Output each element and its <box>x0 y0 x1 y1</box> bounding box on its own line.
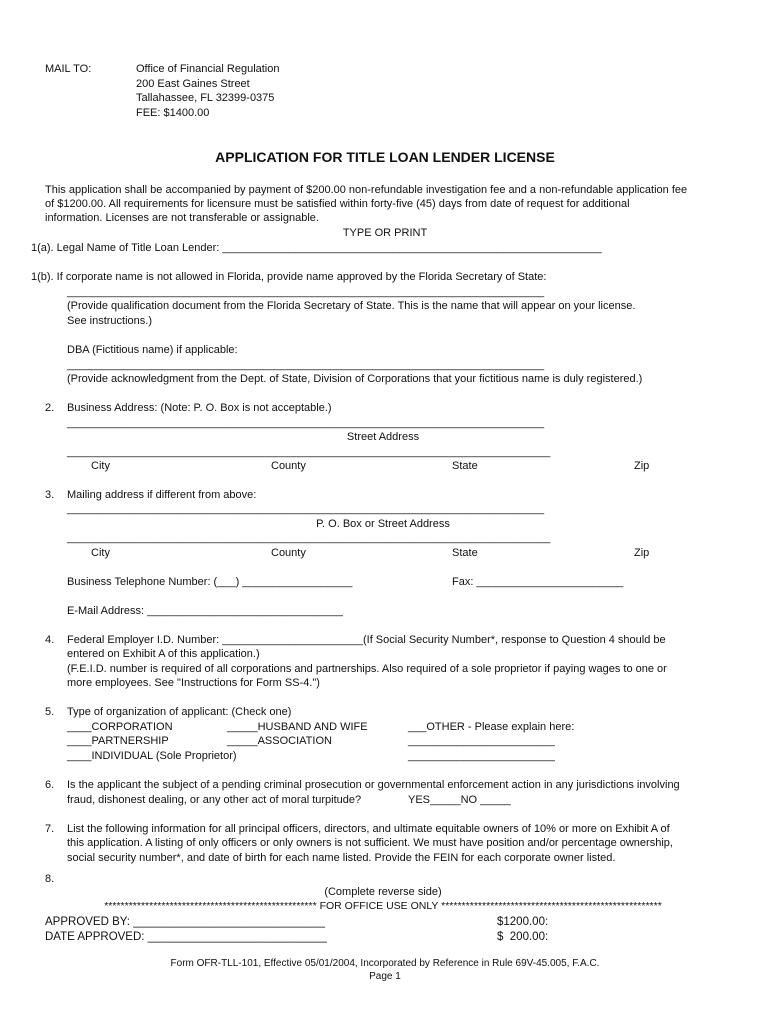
q3-city-label: City <box>91 547 110 559</box>
dba-label: DBA (Fictitious name) if applicable: <box>67 344 238 356</box>
email-field[interactable]: E-Mail Address: ________________________________ <box>67 605 343 617</box>
q2-city-state-field[interactable]: _______________________________________________________________________________ <box>67 446 551 458</box>
feid-field[interactable]: Federal Employer I.D. Number: _______________________(If Social Security Number*, response to Question 4 should be <box>67 634 666 646</box>
q2-street-field[interactable]: ______________________________________________________________________________ <box>67 417 545 429</box>
fee-text: FEE: $1400.00 <box>136 107 210 119</box>
q3-number: 3. <box>45 489 55 501</box>
q2-number: 2. <box>45 402 55 414</box>
q2-state-label: State <box>452 460 478 472</box>
q3-state-label: State <box>452 547 478 559</box>
partnership-checkbox[interactable]: ____PARTNERSHIP <box>67 735 169 747</box>
page-number: Page 1 <box>369 971 401 982</box>
q4-line-4: more employees. See "Instructions for Form SS-4.") <box>67 677 320 689</box>
other-explain-field-1[interactable]: ________________________ <box>408 735 555 747</box>
q8-number: 8. <box>45 873 55 885</box>
q7-line-2: this application. A listing of only officers or only owners is not sufficient. We must have position and/or percentage ownership, <box>67 837 673 849</box>
intro-line-1: This application shall be accompanied by payment of $200.00 non-refundable investigation fee and a non-refundable application fee <box>45 184 688 196</box>
amount-1200: $1200.00: <box>497 916 549 928</box>
q2-city-label: City <box>91 460 110 472</box>
form-footer: Form OFR-TLL-101, Effective 05/01/2004, Incorporated by Reference in Rule 69V-45.005, F.A.C. <box>170 958 600 969</box>
q3-pobox-label: P. O. Box or Street Address <box>316 518 450 530</box>
yes-no-field[interactable]: YES_____NO _____ <box>408 794 511 806</box>
other-explain-field-2[interactable]: ________________________ <box>408 750 555 762</box>
association-checkbox[interactable]: _____ASSOCIATION <box>227 735 332 747</box>
q3-address-field[interactable]: ______________________________________________________________________________ <box>67 503 545 515</box>
q4-number: 4. <box>45 634 55 646</box>
q7-line-3: social security number*, and date of birth for each name listed. Provide the FEIN for each corporate owner listed. <box>67 852 616 864</box>
q5-question: Type of organization of applicant: (Check one) <box>67 706 292 718</box>
q1b-note-2: See instructions.) <box>67 315 152 327</box>
intro-line-2: of $1200.00. All requirements for licensure must be satisfied within forty-five (45) days from date of request for additional <box>45 198 630 210</box>
telephone-field[interactable]: Business Telephone Number: (___) __________________ <box>67 576 353 588</box>
q2-street-label: Street Address <box>346 431 420 443</box>
q4-line-3: (F.E.I.D. number is required of all corporations and partnerships. Also required of a sole proprietor if paying wages to one or <box>67 663 667 675</box>
q3-city-state-field[interactable]: _______________________________________________________________________________ <box>67 532 551 544</box>
complete-reverse-note: (Complete reverse side) <box>324 886 442 898</box>
mail-address-line-1: Office of Financial Regulation <box>136 63 280 75</box>
q5-number: 5. <box>45 706 55 718</box>
husband-wife-checkbox[interactable]: _____HUSBAND AND WIFE <box>227 721 368 733</box>
q1b-name-field[interactable]: ______________________________________________________________________________ <box>67 286 545 298</box>
mail-to-label: MAIL TO: <box>45 63 92 75</box>
amount-200: $ 200.00: <box>497 931 549 943</box>
corporation-checkbox[interactable]: ____CORPORATION <box>67 721 173 733</box>
dba-note: (Provide acknowledgment from the Dept. of State, Division of Corporations that your fictitious name is duly registered.) <box>67 373 643 385</box>
other-checkbox[interactable]: ___OTHER - Please explain here: <box>408 721 575 733</box>
q6-line-2: fraud, dishonest dealing, or any other act of moral turpitude? <box>67 794 362 806</box>
q1a-legal-name-field[interactable]: 1(a). Legal Name of Title Loan Lender: ______________________________________________________________ <box>31 242 602 254</box>
q7-number: 7. <box>45 823 55 835</box>
q2-county-label: County <box>271 460 306 472</box>
q6-number: 6. <box>45 779 55 791</box>
intro-line-3: information. Licenses are not transferable or assignable. <box>45 212 319 224</box>
q6-line-1: Is the applicant the subject of a pending criminal prosecution or governmental enforcement action in any jurisdictions involving <box>67 779 680 791</box>
q7-line-1: List the following information for all principal officers, directors, and ultimate equitable owners of 10% or more on Exhibit A of <box>67 823 670 835</box>
type-or-print: TYPE OR PRINT <box>342 227 428 239</box>
approved-by-field[interactable]: APPROVED BY: ______________________________ <box>45 916 326 928</box>
form-title: APPLICATION FOR TITLE LOAN LENDER LICENSE <box>215 149 555 165</box>
office-use-banner: **************************************************** FOR OFFICE USE ONLY ****************************************************** <box>104 900 662 912</box>
q4-line-2: entered on Exhibit A of this application.) <box>67 648 260 660</box>
dba-field[interactable]: ______________________________________________________________________________ <box>67 359 545 371</box>
q1b-question: 1(b). If corporate name is not allowed in Florida, provide name approved by the Florida Secretary of State: <box>31 271 547 283</box>
mail-address-line-2: 200 East Gaines Street <box>136 78 250 90</box>
q3-zip-label: Zip <box>634 547 650 559</box>
q3-question: Mailing address if different from above: <box>67 489 257 501</box>
fax-field[interactable]: Fax: ________________________ <box>452 576 624 588</box>
mail-address-line-3: Tallahassee, FL 32399-0375 <box>136 92 275 104</box>
individual-checkbox[interactable]: ____INDIVIDUAL (Sole Proprietor) <box>67 750 237 762</box>
date-approved-field[interactable]: DATE APPROVED: ____________________________ <box>45 931 327 943</box>
q2-zip-label: Zip <box>634 460 650 472</box>
q2-question: Business Address: (Note: P. O. Box is not acceptable.) <box>67 402 332 414</box>
q3-county-label: County <box>271 547 306 559</box>
q1b-note-1: (Provide qualification document from the Florida Secretary of State. This is the name that will appear on your license. <box>67 300 636 312</box>
